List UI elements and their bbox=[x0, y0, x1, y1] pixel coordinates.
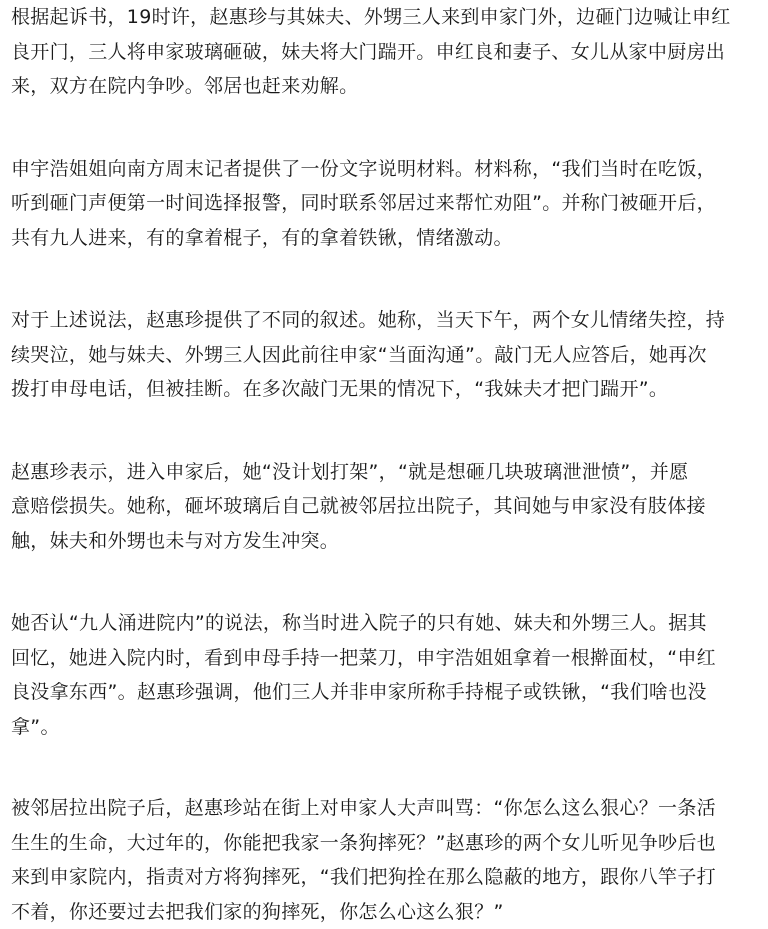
paragraph-spacer bbox=[11, 407, 763, 455]
paragraph-line: 根据起诉书，19时许，赵惠珍与其妹夫、外甥三人来到申家门外，边砸门边喊让申红 bbox=[11, 0, 763, 35]
paragraph-sister-statement bbox=[11, 152, 763, 256]
paragraph-line: 来，双方在院内争吵。邻居也赶来劝解。 bbox=[11, 69, 763, 104]
paragraph-line: 来到申家院内，指责对方将狗摔死，“我们把狗拴在那么隐蔽的地方，跟你八竿子打 bbox=[11, 860, 763, 895]
paragraph-denial bbox=[11, 606, 763, 744]
paragraph-line: 拨打申母电话，但被挂断。在多次敲门无果的情况下，“我妹夫才把门踹开”。 bbox=[11, 372, 763, 407]
paragraph-line: 意赔偿损失。她称，砸坏玻璃后自己就被邻居拉出院子，其间她与申家没有肢体接 bbox=[11, 489, 763, 524]
paragraph-zhao-account bbox=[11, 303, 763, 407]
paragraph-line: 申宇浩姐姐向南方周末记者提供了一份文字说明材料。材料称，“我们当时在吃饭， bbox=[11, 152, 763, 187]
paragraph-spacer bbox=[11, 255, 763, 303]
paragraph-line: 她否认“九人涌进院内”的说法，称当时进入院子的只有她、妹夫和外甥三人。据其 bbox=[11, 606, 763, 641]
paragraph-line: 不着，你还要过去把我们家的狗摔死，你怎么心这么狠？” bbox=[11, 895, 763, 929]
paragraph-line: 回忆，她进入院内时，看到申母手持一把菜刀，申宇浩姐姐拿着一根擀面杖，“申红 bbox=[11, 641, 763, 676]
paragraph-spacer bbox=[11, 558, 763, 606]
paragraph-line: 续哭泣，她与妹夫、外甥三人因此前往申家“当面沟通”。敲门无人应答后，她再次 bbox=[11, 338, 763, 373]
paragraph-line: 对于上述说法，赵惠珍提供了不同的叙述。她称，当天下午，两个女儿情绪失控，持 bbox=[11, 303, 763, 338]
paragraph-line: 听到砸门声便第一时间选择报警，同时联系邻居过来帮忙劝阻”。并称门被砸开后， bbox=[11, 186, 763, 221]
paragraph-zhao-intent bbox=[11, 455, 763, 559]
paragraph-line: 共有九人进来，有的拿着棍子，有的拿着铁锹，情绪激动。 bbox=[11, 221, 763, 256]
paragraph-line: 被邻居拉出院子后，赵惠珍站在街上对申家人大声叫骂：“你怎么这么狠心？一条活 bbox=[11, 791, 763, 826]
paragraph-quarrel bbox=[11, 791, 763, 929]
paragraph-line: 生生的生命，大过年的，你能把我家一条狗摔死？”赵惠珍的两个女儿听见争吵后也 bbox=[11, 826, 763, 861]
article-body bbox=[11, 0, 763, 929]
paragraph-indictment bbox=[11, 0, 763, 104]
paragraph-line: 赵惠珍表示，进入申家后，她“没计划打架”，“就是想砸几块玻璃泄泄愤”，并愿 bbox=[11, 455, 763, 490]
paragraph-spacer bbox=[11, 744, 763, 791]
paragraph-line: 触，妹夫和外甥也未与对方发生冲突。 bbox=[11, 524, 763, 559]
paragraph-spacer bbox=[11, 104, 763, 152]
paragraph-line: 拿”。 bbox=[11, 710, 763, 745]
paragraph-line: 良没拿东西”。赵惠珍强调，他们三人并非申家所称手持棍子或铁锹，“我们啥也没 bbox=[11, 675, 763, 710]
paragraph-line: 良开门，三人将申家玻璃砸破，妹夫将大门踹开。申红良和妻子、女儿从家中厨房出 bbox=[11, 35, 763, 70]
